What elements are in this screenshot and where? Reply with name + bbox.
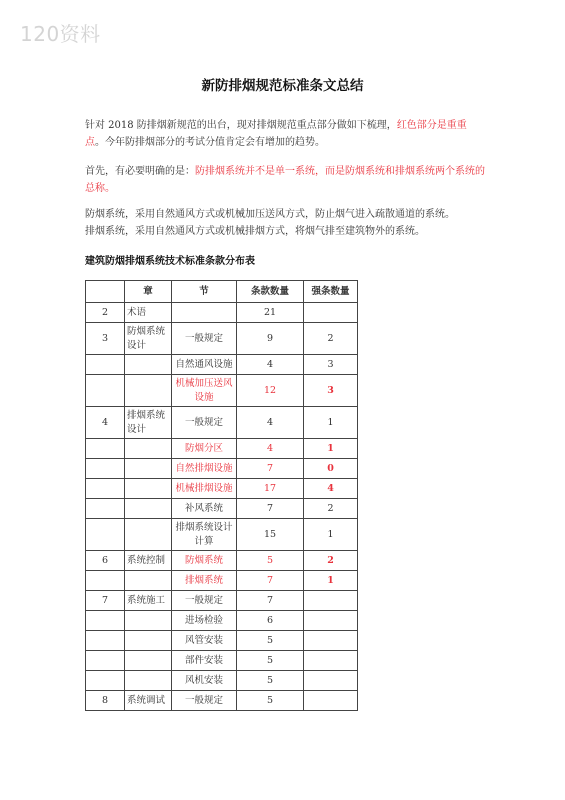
cell-chapter: 术语 bbox=[125, 303, 172, 323]
cell-section: 一般规定 bbox=[172, 407, 237, 439]
table-row bbox=[86, 691, 358, 711]
cell-index bbox=[86, 571, 125, 591]
cell-mandatory-count: 3 bbox=[304, 355, 358, 375]
header-index bbox=[86, 281, 125, 303]
table-body bbox=[86, 303, 358, 711]
table-row bbox=[86, 375, 358, 407]
cell-mandatory-count bbox=[304, 611, 358, 631]
watermark-logo: 120资料 bbox=[20, 22, 101, 46]
cell-clause-count: 12 bbox=[237, 375, 304, 407]
cell-index: 8 bbox=[86, 691, 125, 711]
cell-index: 3 bbox=[86, 323, 125, 355]
cell-index bbox=[86, 651, 125, 671]
header-mandatory-count: 强条数量 bbox=[304, 281, 358, 303]
cell-chapter bbox=[125, 499, 172, 519]
cell-chapter: 防烟系统设计 bbox=[125, 323, 172, 355]
cell-index bbox=[86, 671, 125, 691]
cell-section: 机械排烟设施 bbox=[172, 479, 237, 499]
cell-section: 防烟系统 bbox=[172, 551, 237, 571]
cell-index: 7 bbox=[86, 591, 125, 611]
cell-clause-count: 9 bbox=[237, 323, 304, 355]
smoke-control-line: 防烟系统，采用自然通风方式或机械加压送风方式，防止烟气进入疏散通道的系统。 bbox=[85, 209, 455, 220]
table-row bbox=[86, 303, 358, 323]
cell-chapter bbox=[125, 611, 172, 631]
cell-mandatory-count: 1 bbox=[304, 519, 358, 551]
table-row bbox=[86, 355, 358, 375]
table-row bbox=[86, 631, 358, 651]
table-row bbox=[86, 591, 358, 611]
cell-index: 4 bbox=[86, 407, 125, 439]
cell-section: 进场检验 bbox=[172, 611, 237, 631]
cell-chapter bbox=[125, 651, 172, 671]
cell-chapter: 系统施工 bbox=[125, 591, 172, 611]
definition-text: 首先，有必要明确的是： bbox=[85, 166, 195, 177]
cell-chapter: 系统调试 bbox=[125, 691, 172, 711]
cell-clause-count: 15 bbox=[237, 519, 304, 551]
cell-mandatory-count bbox=[304, 303, 358, 323]
cell-section: 风机安装 bbox=[172, 671, 237, 691]
cell-chapter bbox=[125, 459, 172, 479]
cell-mandatory-count: 2 bbox=[304, 551, 358, 571]
cell-clause-count: 17 bbox=[237, 479, 304, 499]
cell-clause-count: 4 bbox=[237, 439, 304, 459]
cell-chapter: 排烟系统设计 bbox=[125, 407, 172, 439]
cell-section: 一般规定 bbox=[172, 691, 237, 711]
document-title: 新防排烟规范标准条文总结 bbox=[201, 78, 364, 94]
cell-mandatory-count bbox=[304, 671, 358, 691]
cell-mandatory-count: 0 bbox=[304, 459, 358, 479]
cell-clause-count: 7 bbox=[237, 571, 304, 591]
table-row bbox=[86, 479, 358, 499]
table-row bbox=[86, 439, 358, 459]
cell-clause-count: 4 bbox=[237, 407, 304, 439]
cell-index bbox=[86, 499, 125, 519]
cell-mandatory-count: 2 bbox=[304, 323, 358, 355]
cell-section: 一般规定 bbox=[172, 591, 237, 611]
cell-index bbox=[86, 479, 125, 499]
cell-clause-count: 6 bbox=[237, 611, 304, 631]
cell-clause-count: 7 bbox=[237, 499, 304, 519]
cell-clause-count: 21 bbox=[237, 303, 304, 323]
cell-clause-count: 5 bbox=[237, 551, 304, 571]
cell-section: 一般规定 bbox=[172, 323, 237, 355]
cell-clause-count: 5 bbox=[237, 651, 304, 671]
cell-clause-count: 5 bbox=[237, 631, 304, 651]
cell-index: 2 bbox=[86, 303, 125, 323]
cell-section: 机械加压送风设施 bbox=[172, 375, 237, 407]
systems-paragraph bbox=[85, 206, 485, 240]
clause-distribution-table bbox=[85, 280, 358, 711]
intro-paragraph bbox=[85, 117, 485, 151]
cell-chapter bbox=[125, 571, 172, 591]
cell-section: 防烟分区 bbox=[172, 439, 237, 459]
intro-text: 针对 2018 防排烟新规范的出台，现对排烟规范重点部分做如下梳理， bbox=[85, 120, 397, 131]
cell-section: 风管安装 bbox=[172, 631, 237, 651]
cell-clause-count: 5 bbox=[237, 691, 304, 711]
cell-clause-count: 7 bbox=[237, 459, 304, 479]
definition-highlight: 防排烟系统并不是单一系统，而是防烟系统和排烟系统两个系统的总称。 bbox=[85, 166, 485, 194]
cell-index bbox=[86, 355, 125, 375]
cell-chapter bbox=[125, 355, 172, 375]
table-row bbox=[86, 459, 358, 479]
table-row bbox=[86, 551, 358, 571]
cell-section: 部件安装 bbox=[172, 651, 237, 671]
table-row bbox=[86, 651, 358, 671]
cell-mandatory-count bbox=[304, 591, 358, 611]
header-section: 节 bbox=[172, 281, 237, 303]
cell-section: 排烟系统设计计算 bbox=[172, 519, 237, 551]
table-row bbox=[86, 671, 358, 691]
cell-index bbox=[86, 631, 125, 651]
cell-mandatory-count bbox=[304, 631, 358, 651]
cell-mandatory-count: 1 bbox=[304, 571, 358, 591]
cell-index bbox=[86, 519, 125, 551]
cell-mandatory-count: 1 bbox=[304, 407, 358, 439]
cell-chapter bbox=[125, 479, 172, 499]
table-row bbox=[86, 407, 358, 439]
cell-chapter bbox=[125, 519, 172, 551]
table-row bbox=[86, 611, 358, 631]
cell-chapter bbox=[125, 671, 172, 691]
table-row bbox=[86, 571, 358, 591]
table-title: 建筑防烟排烟系统技术标准条款分布表 bbox=[85, 256, 255, 267]
cell-index: 6 bbox=[86, 551, 125, 571]
intro-text-end: 。今年防排烟部分的考试分值肯定会有增加的趋势。 bbox=[95, 137, 325, 148]
cell-mandatory-count: 3 bbox=[304, 375, 358, 407]
cell-index bbox=[86, 611, 125, 631]
table-row bbox=[86, 519, 358, 551]
cell-section: 自然通风设施 bbox=[172, 355, 237, 375]
intro-highlight: 红色部分是重重点 bbox=[85, 120, 467, 148]
table-row bbox=[86, 499, 358, 519]
cell-clause-count: 5 bbox=[237, 671, 304, 691]
cell-chapter bbox=[125, 439, 172, 459]
cell-section bbox=[172, 303, 237, 323]
header-clause-count: 条款数量 bbox=[237, 281, 304, 303]
cell-section: 自然排烟设施 bbox=[172, 459, 237, 479]
smoke-exhaust-line: 排烟系统，采用自然通风方式或机械排烟方式，将烟气排至建筑物外的系统。 bbox=[85, 226, 425, 237]
cell-clause-count: 7 bbox=[237, 591, 304, 611]
table-row bbox=[86, 323, 358, 355]
cell-index bbox=[86, 459, 125, 479]
cell-chapter bbox=[125, 375, 172, 407]
table-header-row bbox=[86, 281, 358, 303]
cell-section: 补风系统 bbox=[172, 499, 237, 519]
cell-index bbox=[86, 439, 125, 459]
header-chapter: 章 bbox=[125, 281, 172, 303]
cell-mandatory-count bbox=[304, 691, 358, 711]
cell-chapter bbox=[125, 631, 172, 651]
cell-section: 排烟系统 bbox=[172, 571, 237, 591]
cell-index bbox=[86, 375, 125, 407]
cell-mandatory-count: 2 bbox=[304, 499, 358, 519]
cell-chapter: 系统控制 bbox=[125, 551, 172, 571]
cell-mandatory-count: 4 bbox=[304, 479, 358, 499]
cell-mandatory-count: 1 bbox=[304, 439, 358, 459]
definition-paragraph bbox=[85, 163, 485, 197]
cell-mandatory-count bbox=[304, 651, 358, 671]
cell-clause-count: 4 bbox=[237, 355, 304, 375]
